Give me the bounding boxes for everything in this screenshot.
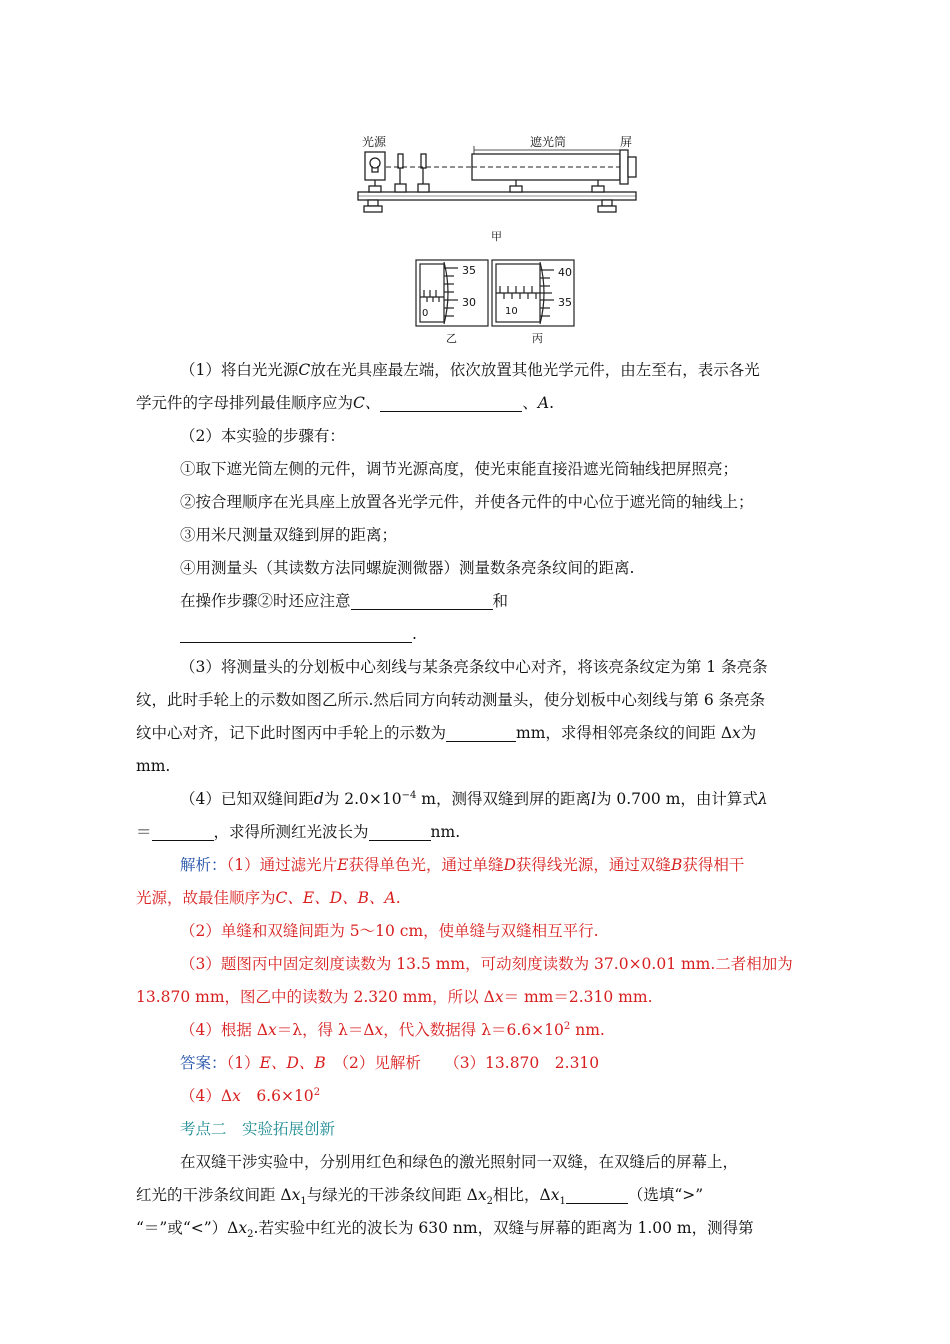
analysis-line4: （3）题图丙中固定刻度读数为 13.5 mm，可动刻度读数为 37.0×0.01 mm.二者相加为 xyxy=(180,955,793,973)
q5-line1: 在双缝干涉实验中，分别用红色和绿色的激光照射同一双缝，在双缝后的屏幕上， xyxy=(180,1153,739,1171)
text-body xyxy=(136,354,816,1241)
q5-blank-1[interactable] xyxy=(566,1185,628,1204)
section-title: 考点二 实验拓展创新 xyxy=(180,1120,336,1138)
q2-step1: ①取下遮光筒左侧的元件，调节光源高度，使光束能直接沿遮光筒轴线把屏照亮； xyxy=(180,460,739,478)
yi-fixed: 0 xyxy=(422,308,429,319)
q2-line6: . xyxy=(180,618,417,651)
q2-head: （2）本实验的步骤有： xyxy=(180,427,345,445)
shade-tube xyxy=(472,154,620,192)
q4-line1: （4）已知双缝间距d为 $2.0\times 10^{-4}$ m，测得双缝到屏的距离l为 0.700 m，由计算式λ xyxy=(180,789,768,808)
bing-scale-top: 40 xyxy=(558,266,572,279)
label-shade-tube: 遮光筒 xyxy=(530,135,567,149)
q5-line2: 红光的干涉条纹间距 $\Delta x_1$与绿光的干涉条纹间距 $\Delta x_2$相比，$\Delta x_1$ （选填“>” xyxy=(136,1186,704,1208)
apparatus-diagram xyxy=(358,146,636,212)
q1-answer-blank[interactable] xyxy=(380,393,522,412)
q5-line3: “＝”或“$<”)\Delta x_2$.若实验中红光的波长为 630 nm，双缝与屏幕的距离为 1.00 m，测得第 xyxy=(136,1219,754,1241)
q3-line3: 纹中心对齐，记下此时图丙中手轮上的示数为 mm，求得相邻亮条纹的间距 Δx为 xyxy=(136,724,757,742)
q3-line1: （3）将测量头的分划板中心刻线与某条亮条纹中心对齐，将该亮条纹定为第 1 条亮条 xyxy=(180,658,768,676)
analysis-line2: 光源，故最佳顺序为C、E、D、B、A. xyxy=(136,889,401,907)
q2-step3: ③用米尺测量双缝到屏的距离； xyxy=(180,526,398,544)
analysis-line6: （4）根据 Δx＝λ，得 λ＝Δx，代入数据得 $\lambda=6.6\times 10^2$ nm. xyxy=(180,1020,605,1039)
experiment-figure xyxy=(0,0,950,350)
answer-line2: （4）Δx $6.6\times 10^2$ xyxy=(180,1086,321,1105)
q3-blank-1[interactable] xyxy=(446,723,516,742)
q3-line4: mm. xyxy=(136,757,171,775)
label-bing: 丙 xyxy=(532,332,543,345)
bing-fixed: 10 xyxy=(505,306,518,317)
label-light-source: 光源 xyxy=(362,135,387,149)
analysis-line1: 解析：（1）通过滤光片E获得单色光，通过单缝D获得线光源，通过双缝B获得相干 xyxy=(180,856,745,874)
q2-blank-1[interactable] xyxy=(351,591,493,610)
lens-holder-2 xyxy=(418,154,429,192)
q2-line5: 在操作步骤②时还应注意 和 xyxy=(180,592,509,610)
q2-step4: ④用测量头（其读数方法同螺旋测微器）测量数条亮条纹间的距离. xyxy=(180,559,635,577)
answer-line1: 答案：（1）E、D、B （2）见解析 （3）13.870 2.310 xyxy=(180,1054,600,1072)
label-screen: 屏 xyxy=(620,135,633,149)
yi-scale-bottom: 30 xyxy=(462,296,476,309)
q4-blank-1[interactable] xyxy=(152,822,214,841)
label-jia: 甲 xyxy=(491,230,502,243)
q2-step2: ②按合理顺序在光具座上放置各光学元件，并使各元件的中心位于遮光筒的轴线上； xyxy=(180,493,754,511)
q4-line2: ＝ ，求得所测红光波长为 nm. xyxy=(136,823,461,841)
q3-line2: 纹，此时手轮上的示数如图乙所示.然后同方向转动测量头，使分划板中心刻线与第 6 条亮条 xyxy=(136,691,766,709)
label-yi: 乙 xyxy=(446,332,457,345)
screen-end xyxy=(620,150,636,184)
analysis-line3: （2）单缝和双缝间距为 5～10 cm，使单缝与双缝相互平行. xyxy=(180,922,599,940)
yi-scale-top: 35 xyxy=(462,264,476,277)
bing-scale-bottom: 35 xyxy=(558,296,572,309)
analysis-line5: 13.870 mm，图乙中的读数为 2.320 mm，所以 Δx＝ mm＝2.310 mm. xyxy=(136,988,653,1006)
q1-line2: 学元件的字母排列最佳顺序应为C、 、A. xyxy=(136,394,555,412)
light-source-icon xyxy=(365,152,385,192)
q2-blank-2[interactable] xyxy=(180,624,412,643)
q1-line1: （1）将白光光源C放在光具座最左端，依次放置其他光学元件，由左至右，表示各光 xyxy=(180,361,760,379)
q4-blank-2[interactable] xyxy=(369,822,431,841)
lens-holder-1 xyxy=(395,154,406,192)
